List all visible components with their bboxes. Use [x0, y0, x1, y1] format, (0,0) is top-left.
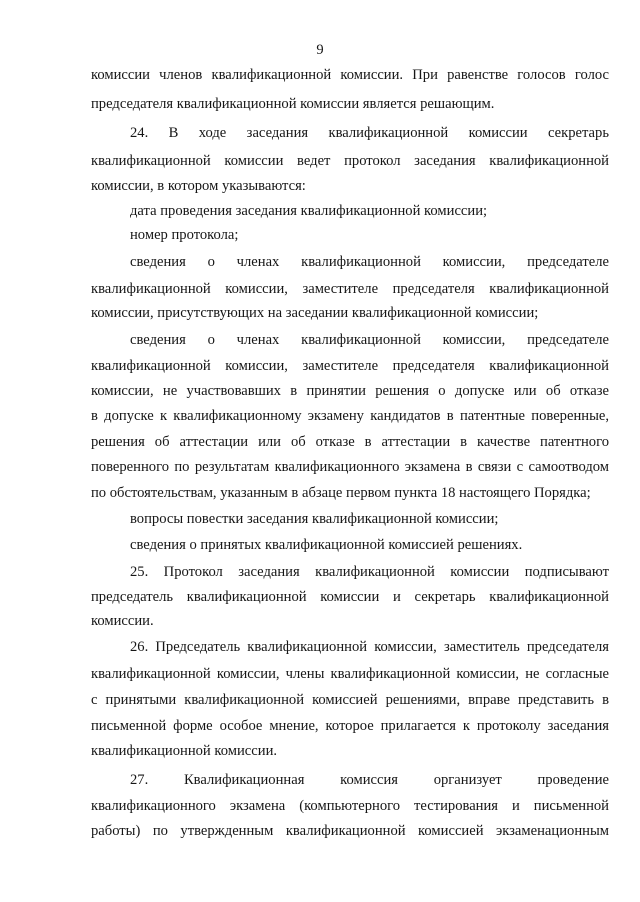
text-line: сведения о принятых квалификационной комиссией решениях.: [130, 537, 523, 553]
text-line: комиссии членов квалификационной комиссии. При равенстве голосов голос: [91, 67, 609, 83]
text-line: дата проведения заседания квалификационной комиссии;: [130, 203, 488, 219]
text-line: 24. В ходе заседания квалификационной комиссии секретарь: [130, 125, 609, 141]
text-line: по обстоятельствам, указанным в абзаце первом пункта 18 настоящего Порядка;: [91, 485, 591, 501]
text-line: 27. Квалификационная комиссия организует проведение: [130, 772, 609, 788]
text-line: сведения о членах квалификационной комиссии, председателе: [130, 332, 609, 348]
text-line: работы) по утвержденным квалификационной комиссией экзаменационным: [91, 823, 609, 839]
text-line: 25. Протокол заседания квалификационной комиссии подписывают: [130, 564, 609, 580]
text-line: квалификационной комиссии, заместителе председателя квалификационной: [91, 281, 609, 297]
text-line: решения об аттестации или об отказе в аттестации в качестве патентного: [91, 434, 609, 450]
text-line: сведения о членах квалификационной комиссии, председателе: [130, 254, 609, 270]
text-line: с принятыми квалификационной комиссией решениями, вправе представить в: [91, 692, 609, 708]
text-line: квалификационной комиссии.: [91, 743, 278, 759]
page-number: 9: [316, 42, 324, 58]
text-line: квалификационной комиссии ведет протокол заседания квалификационной: [91, 153, 609, 169]
text-line: в допуске к квалификационному экзамену кандидатов в патентные поверенные,: [91, 408, 609, 424]
text-line: квалификационного экзамена (компьютерного тестирования и письменной: [91, 798, 609, 814]
text-line: 26. Председатель квалификационной комиссии, заместитель председателя: [130, 639, 609, 655]
text-line: квалификационной комиссии, члены квалификационной комиссии, не согласные: [91, 666, 609, 682]
text-line: председателя квалификационной комиссии является решающим.: [91, 96, 495, 112]
text-line: номер протокола;: [130, 227, 239, 243]
text-line: квалификационной комиссии, заместителе председателя квалификационной: [91, 358, 609, 374]
text-line: комиссии, в котором указываются:: [91, 178, 306, 194]
text-line: поверенного по результатам квалификационного экзамена в связи с самоотводом: [91, 459, 609, 475]
text-line: комиссии, присутствующих на заседании квалификационной комиссии;: [91, 305, 539, 321]
text-line: комиссии.: [91, 613, 154, 629]
text-line: вопросы повестки заседания квалификационной комиссии;: [130, 511, 499, 527]
text-line: комиссии, не участвовавших в принятии решения о допуске или об отказе: [91, 383, 609, 399]
text-line: письменной форме особое мнение, которое прилагается к протоколу заседания: [91, 718, 609, 734]
text-line: председатель квалификационной комиссии и секретарь квалификационной: [91, 589, 609, 605]
